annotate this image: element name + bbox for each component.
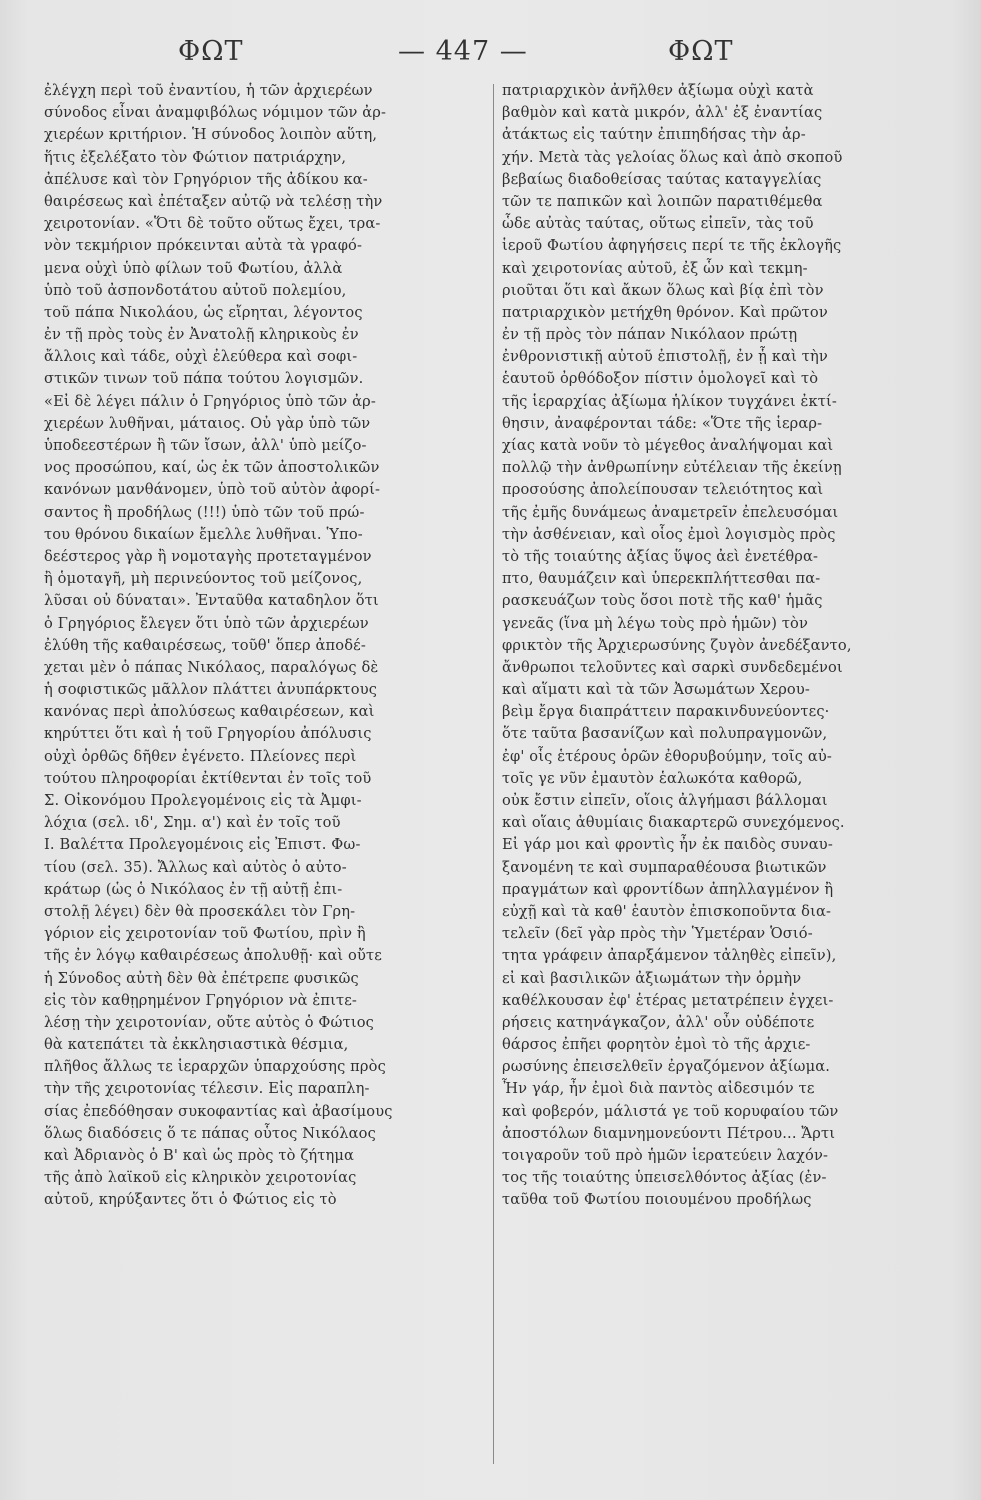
- text-line: ἐνθρονιστικῇ αὐτοῦ ἐπιστολῇ, ἐν ᾗ καὶ τὴν: [502, 348, 828, 366]
- text-line: ἱεροῦ Φωτίου ἀφηγήσεις περί τε τῆς ἐκλογῆς: [502, 237, 842, 255]
- text-line: βεβαίως διαδοθείσας ταύτας καταγγελίας: [502, 170, 822, 188]
- text-line: αὐτοῦ, κηρύξαντες ὅτι ὁ Φώτιος εἰς τὸ: [44, 1191, 337, 1209]
- text-line: νὸν τεκμήριον πρόκεινται αὐτὰ τὰ γραφό-: [44, 237, 363, 255]
- text-line: ἀποστόλων διαμνημονεύοντι Πέτρου... Ἄρτι: [502, 1124, 836, 1142]
- text-line: στολῇ λέγει) δὲν θὰ προσεκάλει τὸν Γρη-: [44, 902, 356, 920]
- text-line: ἢ ὁμοταγῆ, μὴ περινεύοντος τοῦ μείζονος,: [44, 570, 363, 588]
- text-line: ἐλέγχη περὶ τοῦ ἐναντίου, ἡ τῶν ἀρχιερέων: [44, 82, 373, 99]
- text-line: γόριον εἰς χειροτονίαν τοῦ Φωτίου, πρὶν ἢ: [44, 925, 366, 943]
- text-line: θησιν, ἀναφέρονται τάδε: «Ὅτε τῆς ἱεραρ-: [502, 414, 823, 432]
- text-line: φρικτὸν τῆς Ἀρχιερωσύνης ζυγὸν ἀνεδέξαντο,: [502, 636, 852, 654]
- text-line: ριοῦται ὅτι καὶ ἄκων ὅλως καὶ βίᾳ ἐπὶ τὸν: [502, 281, 824, 299]
- text-line: ἐλύθη τῆς καθαιρέσεως, τοῦθ' ὅπερ ἀποδέ-: [44, 636, 366, 654]
- text-line: χίας κατὰ νοῦν τὸ μέγεθος ἀναλήψομαι καὶ: [502, 437, 834, 454]
- text-line: σίας ἐπεδόθησαν συκοφαντίας καὶ ἀβασίμους: [44, 1102, 393, 1120]
- text-line: τος τῆς τοιαύτης ὑπεισελθόντος ἀξίας (ἐν-: [502, 1169, 827, 1187]
- text-line: ἄλλοις καὶ τάδε, οὐχὶ ἐλεύθερα καὶ σοφι-: [44, 348, 358, 366]
- text-line: ἀπέλυσε καὶ τὸν Γρηγόριον τῆς ἀδίκου κα-: [44, 170, 368, 188]
- text-line: ἡ σοφιστικῶς μᾶλλον πλάττει ἀνυπάρκτους: [44, 681, 378, 699]
- text-line: πτο, θαυμάζειν καὶ ὑπερεκπλήττεσθαι πα-: [502, 570, 821, 588]
- text-line: ἀτάκτως εἰς ταύτην ἐπιπηδήσας τὴν ἀρ-: [502, 126, 806, 144]
- text-line: χήν. Μετὰ τὰς γελοίας ὅλως καὶ ἀπὸ σκοποῦ: [502, 148, 843, 166]
- text-line: ἐν τῇ πρὸς τὸν πάπαν Νικόλαον πρώτῃ: [502, 326, 798, 344]
- text-line: τοῦ πάπα Νικολάου, ὡς εἴρηται, λέγοντος: [44, 303, 363, 321]
- text-line: οὐχὶ ὀρθῶς δῆθεν ἐγένετο. Πλείονες περὶ: [44, 747, 357, 765]
- text-line: κράτωρ (ὡς ὁ Νικόλαος ἐν τῇ αὐτῇ ἐπι-: [44, 880, 343, 898]
- text-line: ρασκευάζων τοὺς ὅσοι ποτὲ τῆς καθ' ἡμᾶς: [502, 592, 823, 610]
- text-line: ρήσεις κατηνάγκαζον, ἀλλ' οὖν οὐδέποτε: [502, 1013, 815, 1031]
- running-head-right: ΦΩΤ: [668, 36, 734, 67]
- text-line: σαντος ἢ προδήλως (!!!) ὑπὸ τῶν τοῦ πρώ-: [44, 503, 365, 521]
- text-line: καὶ αἵματι καὶ τὰ τῶν Ἀσωμάτων Χερου-: [502, 681, 810, 699]
- text-line: πολλῷ τὴν ἀνθρωπίνην εὐτέλειαν τῆς ἐκείνῃ: [502, 459, 842, 477]
- text-line: καὶ Ἀδριανὸς ὁ Β' καὶ ὡς πρὸς τὸ ζήτημα: [44, 1147, 355, 1164]
- text-line: χιερέων λυθῆναι, μάταιος. Οὐ γὰρ ὑπὸ τῶν: [44, 414, 371, 432]
- text-line: ταῦθα τοῦ Φωτίου ποιουμένου προδήλως: [502, 1191, 812, 1209]
- text-line: χειροτονίαν. «Ὅτι δὲ τοῦτο οὕτως ἔχει, τρα-: [44, 215, 381, 233]
- text-line: πλῆθος ἄλλως τε ἱεραρχῶν ὑπαρχούσης πρὸς: [44, 1058, 386, 1076]
- text-line: χεται μὲν ὁ πάπας Νικόλαος, παραλόγως δὲ: [44, 658, 379, 676]
- text-line: τούτου πληροφορίαι ἐκτίθενται ἐν τοῖς τοῦ: [44, 769, 372, 787]
- text-line: ἑαυτοῦ ὀρθόδοξον πίστιν ὁμολογεῖ καὶ τὸ: [502, 370, 819, 388]
- text-line: τὴν ἀσθένειαν, καὶ οἷος ἐμοὶ λογισμὸς πρὸς: [502, 525, 836, 543]
- text-line: τῶν τε παπικῶν καὶ λοιπῶν παρατιθέμεθα: [502, 192, 823, 210]
- text-line: τοιγαροῦν τοῦ πρὸ ἡμῶν ἱερατεύειν λαχόν-: [502, 1147, 829, 1164]
- text-line: τοῖς γε νῦν ἐμαυτὸν ἑαλωκότα καθορῶ,: [502, 769, 803, 787]
- running-head-left: ΦΩΤ: [178, 36, 244, 67]
- text-line: λόχια (σελ. ιδ', Σημ. α') καὶ ἐν τοῖς τοῦ: [44, 814, 341, 832]
- text-line: Ἦν γάρ, ἦν ἐμοὶ διὰ παντὸς αἰδεσιμόν τε: [502, 1080, 815, 1098]
- text-line: εἰς τὸν καθῃρημένον Γρηγόριον νὰ ἐπιτε-: [44, 991, 357, 1009]
- text-line: τὸ τῆς τοιαύτης ἀξίας ὕψος ἀεὶ ἐνετέθρα-: [502, 547, 819, 565]
- text-line: του θρόνου δικαίων ἔμελλε λυθῆναι. Ὑπο-: [44, 525, 363, 543]
- page-header: [0, 36, 981, 76]
- text-line: ἄνθρωποι τελοῦντες καὶ σαρκὶ συνδεδεμένοι: [502, 658, 843, 676]
- column-divider: [493, 84, 494, 1464]
- text-line: τίου (σελ. 35). Ἄλλως καὶ αὐτὸς ὁ αὐτο-: [44, 858, 347, 876]
- text-line: θαιρέσεως καὶ ἐπέταξεν αὐτῷ νὰ τελέσῃ τὴν: [44, 192, 383, 210]
- text-line: εὐχῇ καὶ τὰ καθ' ἑαυτὸν ἐπισκοποῦντα δια-: [502, 902, 832, 920]
- text-line: ὅλως διαδόσεις ὅ τε πάπας οὗτος Νικόλαος: [44, 1124, 376, 1142]
- text-line: οὐκ ἔστιν εἰπεῖν, οἵοις ἀλγήμασι βάλλομαι: [502, 792, 828, 809]
- text-line: ὑποδεεστέρων ἢ τῶν ἴσων, ἀλλ' ὑπὸ μείζο-: [44, 437, 367, 454]
- text-line: καὶ φοβερόν, μάλιστά γε τοῦ κορυφαίου τῶν: [502, 1102, 839, 1120]
- text-line: δεέστερος γὰρ ἢ νομοταγὴς προτεταγμένον: [44, 547, 372, 565]
- text-line: ὅτε ταῦτα βασανίζων καὶ πολυπραγμονῶν,: [502, 725, 828, 743]
- text-line: πραγμάτων καὶ φροντίδων ἀπηλλαγμένον ἢ: [502, 880, 834, 898]
- text-line: ξανομένη τε καὶ συμπαραθέουσα βιωτικῶν: [502, 858, 827, 876]
- text-line: νος προσώπου, καί, ὡς ἐκ τῶν ἀποστολικῶν: [44, 459, 380, 477]
- text-line: μενα οὐχὶ ὑπὸ φίλων τοῦ Φωτίου, ἀλλὰ: [44, 259, 343, 277]
- text-line: Σ. Οἰκονόμου Προλεγομένοις εἰς τὰ Ἀμφι-: [44, 792, 362, 809]
- text-line: τητα γράφειν ἀπαρξάμενον τἀληθὲς εἰπεῖν),: [502, 947, 837, 965]
- text-line: λέσῃ τὴν χειροτονίαν, οὔτε αὐτὸς ὁ Φώτιος: [44, 1013, 374, 1031]
- text-line: τῆς ἱεραρχίας ἀξίωμα ἡλίκον τυγχάνει ἐκτί-: [502, 392, 837, 410]
- text-line: κανόνας περὶ ἀπολύσεως καθαιρέσεων, καὶ: [44, 703, 375, 721]
- text-line: θὰ κατεπάτει τὰ ἐκκλησιαστικὰ θέσμια,: [44, 1036, 349, 1054]
- text-line: ὧδε αὐτὰς ταύτας, οὕτως εἰπεῖν, τὰς τοῦ: [502, 215, 814, 233]
- text-line: ἥτις ἐξελέξατο τὸν Φώτιον πατριάρχην,: [44, 148, 347, 166]
- text-line: προσούσης ἀπολείπουσαν τελειότητος καὶ: [502, 481, 824, 499]
- page-number: — 447 —: [398, 36, 528, 67]
- right-column: [502, 80, 948, 1212]
- text-line: σύνοδος εἶναι ἀναμφιβόλως νόμιμον τῶν ἀρ-: [44, 104, 387, 122]
- text-line: τὴν τῆς χειροτονίας τέλεσιν. Εἰς παραπλη-: [44, 1080, 370, 1098]
- text-line: τῆς ἐμῆς δυνάμεως ἀναμετρεῖν ἐπελευσόμαι: [502, 503, 839, 521]
- text-line: χιερέων κριτήριον. Ἡ σύνοδος λοιπὸν αὕτη,: [44, 126, 378, 144]
- text-line: ἐφ' οἷς ἑτέρους ὁρῶν ἐθορυβούμην, τοῖς αὐ-: [502, 747, 832, 765]
- text-line: λῦσαι οὐ δύναται». Ἐνταῦθα καταδηλον ὅτι: [44, 592, 379, 610]
- text-line: ἡ Σύνοδος αὐτὴ δὲν θὰ ἐπέτρεπε φυσικῶς: [44, 969, 359, 987]
- text-line: ρωσύνης ἐπεισελθεῖν ἐργαζόμενον ἀξίωμα.: [502, 1058, 831, 1076]
- text-line: στικῶν τινων τοῦ πάπα τούτου λογισμῶν.: [44, 370, 364, 388]
- text-line: πατριαρχικὸν ἀνῆλθεν ἀξίωμα οὐχὶ κατὰ: [502, 82, 814, 99]
- left-column: [44, 80, 484, 1212]
- text-line: καὶ χειροτονίας αὐτοῦ, ἐξ ὧν καὶ τεκμη-: [502, 259, 808, 277]
- text-line: ὑπὸ τοῦ ἀσπονδοτάτου αὐτοῦ πολεμίου,: [44, 281, 347, 299]
- text-line: τῆς ἐν λόγῳ καθαιρέσεως ἀπολυθῇ· καὶ οὔτε: [44, 947, 382, 965]
- text-line: καθέλκουσαν ἐφ' ἑτέρας μετατρέπειν ἐγχει-: [502, 991, 834, 1009]
- text-line: τελεῖν (δεῖ γὰρ πρὸς τὴν Ὑμετέραν Ὁσιό-: [502, 925, 813, 943]
- text-line: κηρύττει ὅτι καὶ ἡ τοῦ Γρηγορίου ἀπόλυσις: [44, 725, 372, 743]
- text-line: ἐν τῇ πρὸς τοὺς ἐν Ἀνατολῇ κληρικοὺς ἐν: [44, 326, 359, 344]
- text-line: Ι. Βαλέττα Προλεγομένοις εἰς Ἐπιστ. Φω-: [44, 836, 361, 854]
- text-line: τῆς ἀπὸ λαϊκοῦ εἰς κληρικὸν χειροτονίας: [44, 1169, 357, 1187]
- text-line: βαθμὸν καὶ κατὰ μικρόν, ἀλλ' ἐξ ἐναντίας: [502, 104, 823, 122]
- text-line: γενεᾶς (ἵνα μὴ λέγω τοὺς πρὸ ἡμῶν) τὸν: [502, 614, 809, 632]
- text-line: Εἰ γάρ μοι καὶ φροντὶς ἦν ἐκ παιδὸς συναυ-: [502, 836, 833, 854]
- text-line: εἰ καὶ βασιλικῶν ἀξιωμάτων τὴν ὁρμὴν: [502, 969, 802, 987]
- text-line: βεὶμ ἔργα διαπράττειν παρακινδυνεύοντες·: [502, 703, 830, 721]
- text-line: «Εἰ δὲ λέγει πάλιν ὁ Γρηγόριος ὑπὸ τῶν ἀρ-: [44, 392, 376, 410]
- text-line: θάρσος ἐπῆει φορητὸν ἐμοὶ τὸ τῆς ἀρχιε-: [502, 1036, 811, 1054]
- text-line: ὁ Γρηγόριος ἔλεγεν ὅτι ὑπὸ τῶν ἀρχιερέων: [44, 614, 369, 632]
- text-line: καὶ οἵαις ἀθυμίαις διακαρτερῶ συνεχόμενος.: [502, 814, 845, 832]
- text-line: κανόνων μανθάνομεν, ὑπὸ τοῦ αὐτὸν ἀφορί-: [44, 481, 381, 499]
- text-line: πατριαρχικὸν μετήχθη θρόνον. Καὶ πρῶτον: [502, 303, 828, 321]
